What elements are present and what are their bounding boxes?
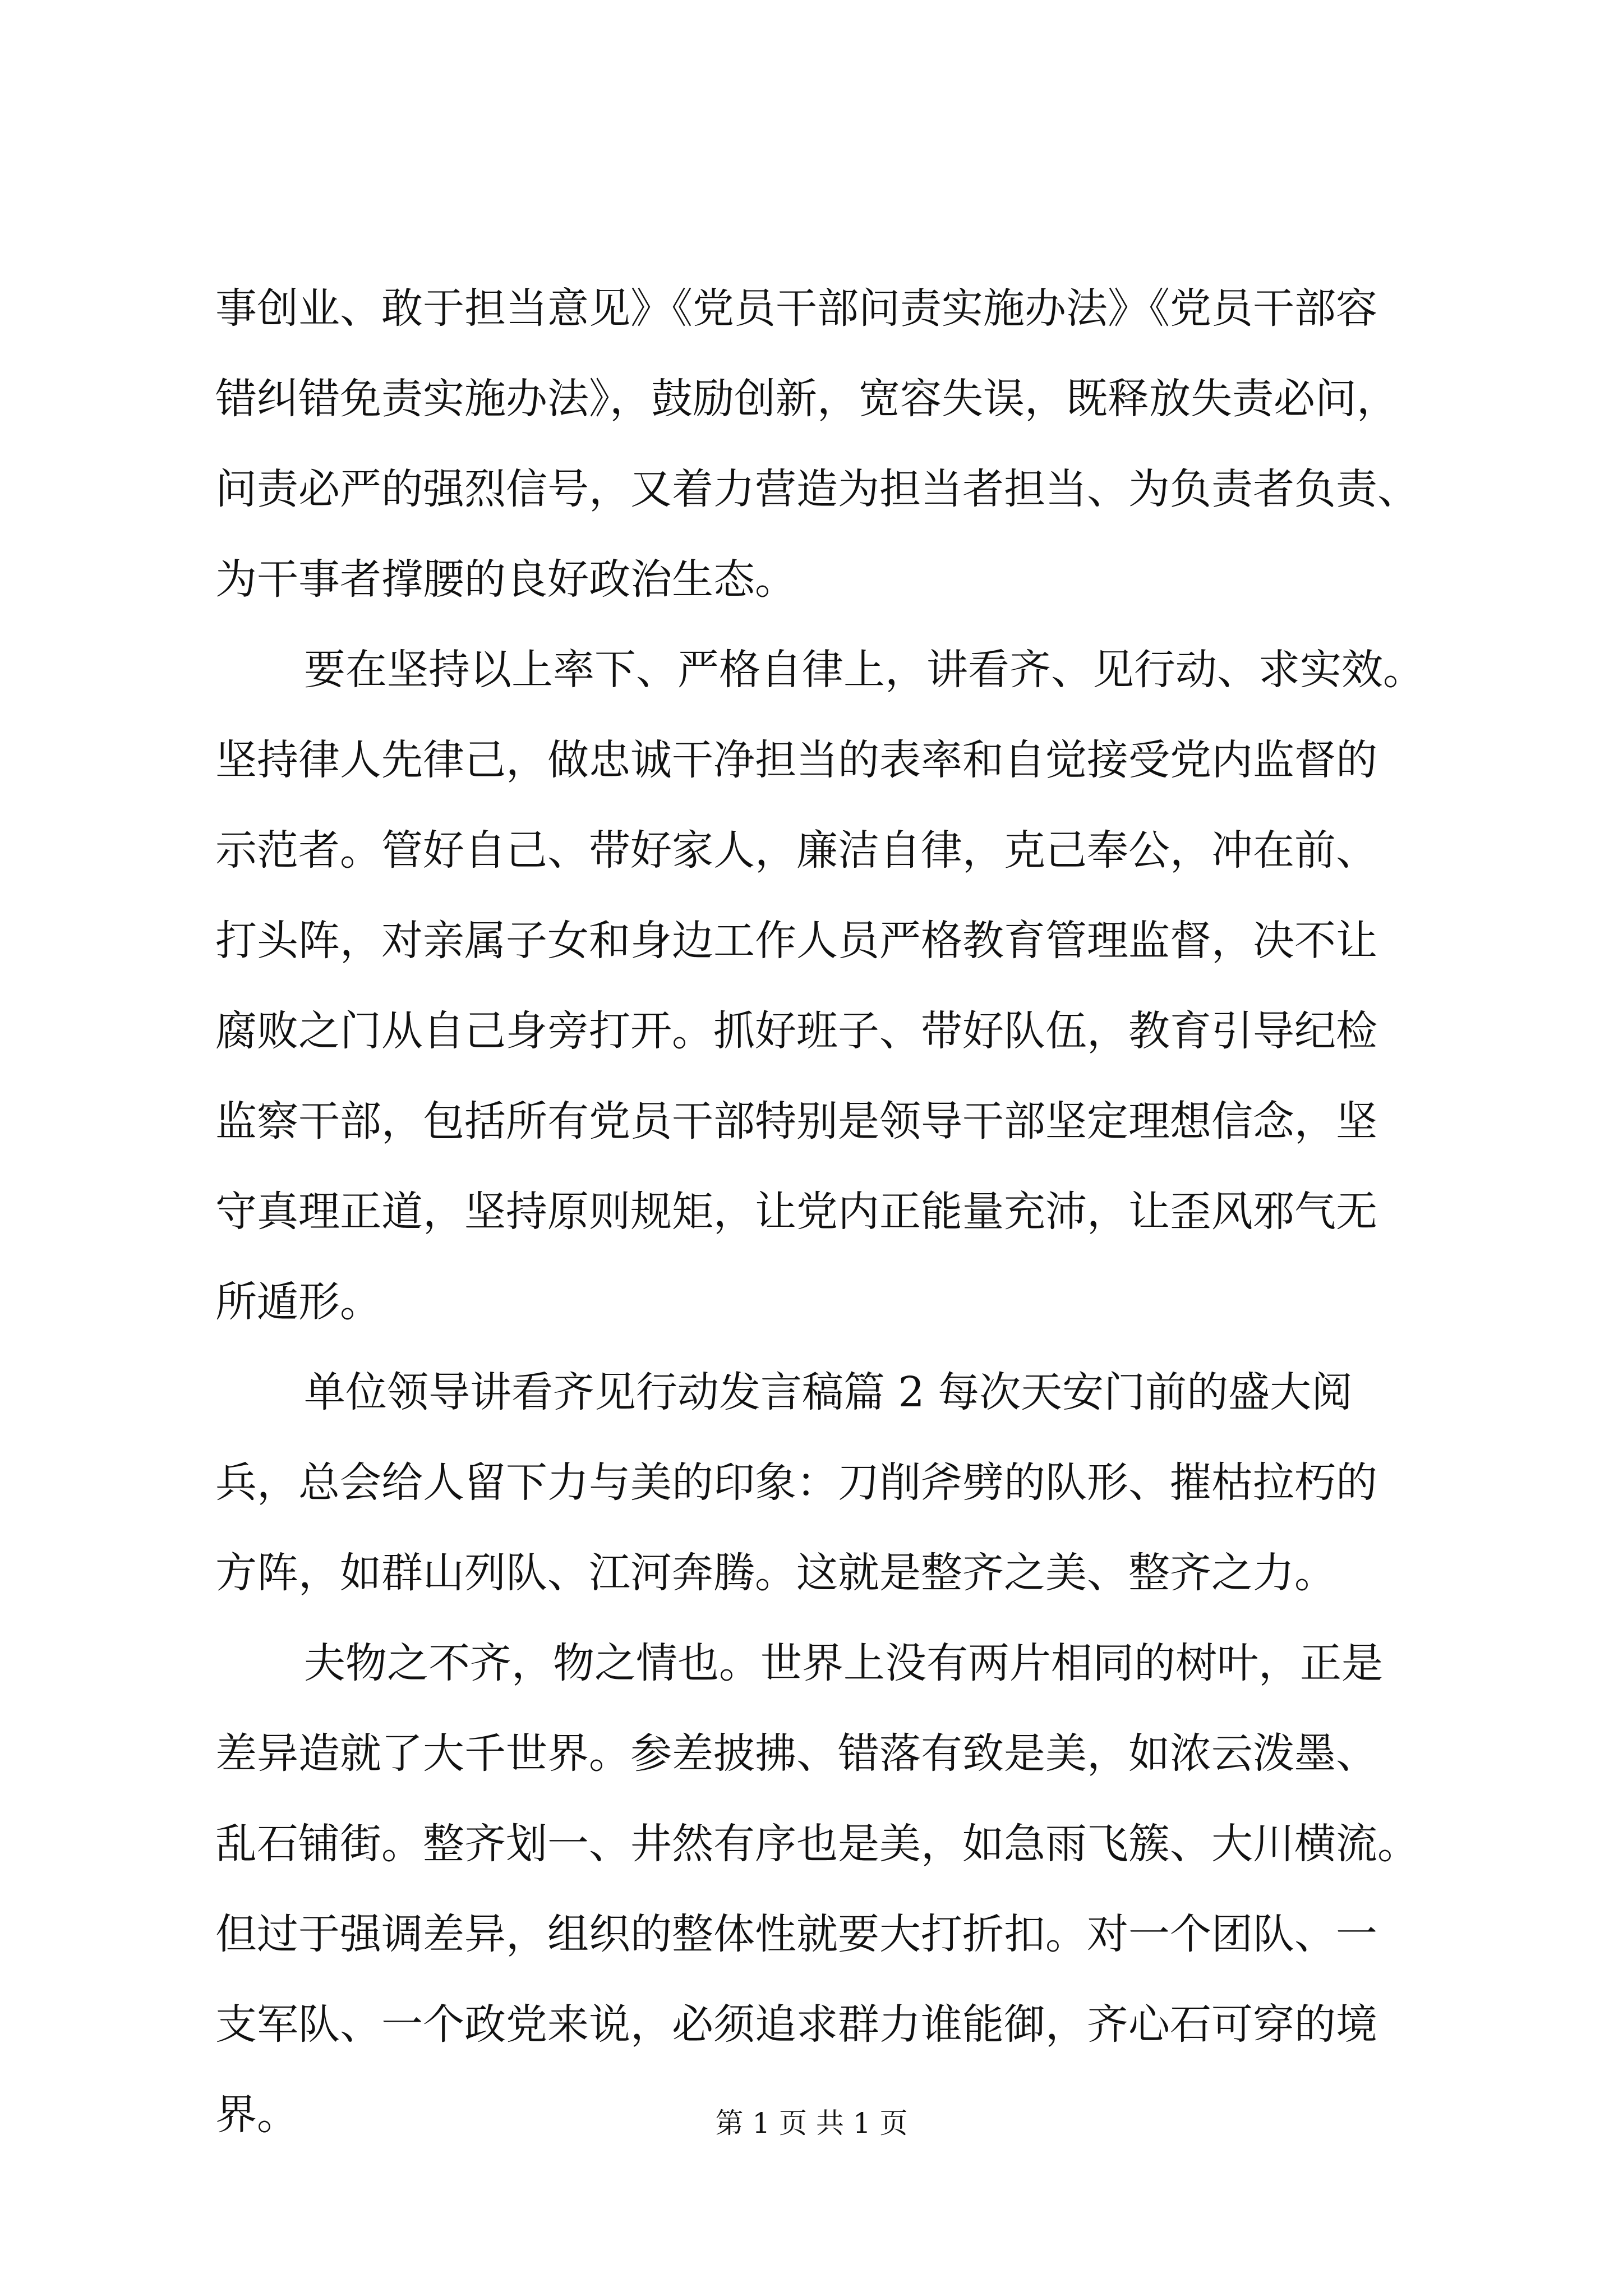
text-line: 单位领导讲看齐见行动发言稿篇 2 每次天安门前的盛大阅 bbox=[304, 1368, 1353, 1416]
text-line: 错纠错免责实施办法》，鼓励创新，宽容失误，既释放失责必问， bbox=[215, 375, 1398, 423]
text-line: 问责必严的强烈信号，又着力营造为担当者担当、为负责者负责、 bbox=[215, 465, 1419, 513]
paragraph bbox=[215, 264, 1419, 625]
paragraph bbox=[215, 625, 1424, 1347]
text-line: 支军队、一个政党来说，必须追求群力谁能御，齐心石可穿的境 bbox=[215, 2000, 1377, 2049]
text-line: 监察干部，包括所有党员干部特别是领导干部坚定理想信念，坚 bbox=[215, 1097, 1377, 1145]
page-footer bbox=[0, 2106, 1623, 2140]
text-line: 界。 bbox=[215, 2091, 298, 2139]
text-line: 要在坚持以上率下、严格自律上，讲看齐、见行动、求实效。 bbox=[304, 646, 1424, 694]
text-line: 坚持律人先律己，做忠诚干净担当的表率和自觉接受党内监督的 bbox=[215, 736, 1377, 784]
text-line: 乱石铺街。整齐划一、井然有序也是美，如急雨飞簇、大川横流。 bbox=[215, 1820, 1419, 1868]
text-line: 腐败之门从自己身旁打开。抓好班子、带好队伍，教育引导纪检 bbox=[215, 1007, 1377, 1055]
text-line: 示范者。管好自己、带好家人，廉洁自律，克己奉公，冲在前、 bbox=[215, 826, 1377, 875]
text-line: 守真理正道，坚持原则规矩，让党内正能量充沛，让歪风邪气无 bbox=[215, 1188, 1377, 1236]
text-line: 夫物之不齐，物之情也。世界上没有两片相同的树叶，正是 bbox=[304, 1639, 1383, 1687]
text-line: 为干事者撑腰的良好政治生态。 bbox=[215, 555, 796, 604]
paragraph bbox=[215, 1618, 1419, 2160]
document-body bbox=[215, 264, 1424, 2160]
text-line: 差异造就了大千世界。参差披拂、错落有致是美，如浓云泼墨、 bbox=[215, 1729, 1377, 1778]
text-line: 但过于强调差异，组织的整体性就要大打折扣。对一个团队、一 bbox=[215, 1910, 1377, 1958]
text-line: 事创业、敢于担当意见》《党员干部问责实施办法》《党员干部容 bbox=[215, 284, 1377, 333]
text-line: 打头阵，对亲属子女和身边工作人员严格教育管理监督，决不让 bbox=[215, 917, 1377, 965]
text-line: 所遁形。 bbox=[215, 1278, 381, 1326]
text-line: 方阵，如群山列队、江河奔腾。这就是整齐之美、整齐之力。 bbox=[215, 1549, 1336, 1597]
paragraph bbox=[215, 1347, 1410, 1618]
text-line: 兵，总会给人留下力与美的印象：刀削斧劈的队形、摧枯拉朽的 bbox=[215, 1458, 1377, 1507]
page-number-label: 第 1 页 共 1 页 bbox=[715, 2107, 908, 2139]
